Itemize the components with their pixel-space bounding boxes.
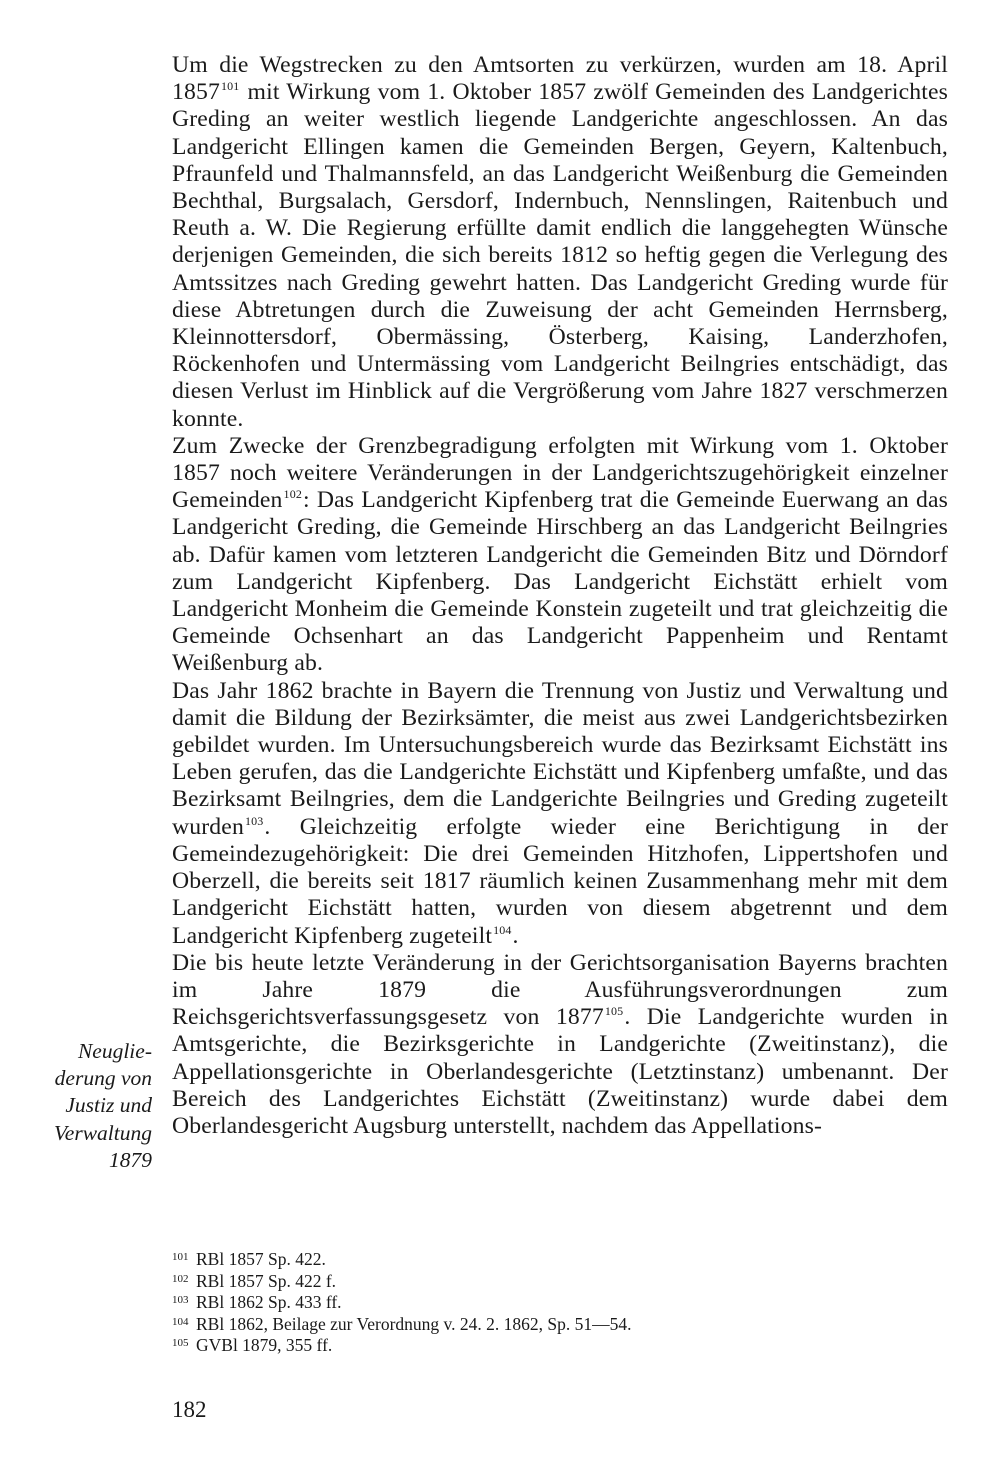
paragraph-text: . <box>512 922 519 949</box>
footnote <box>172 1248 872 1270</box>
footnote-number: 101 <box>172 1251 189 1263</box>
footnote-number: 104 <box>172 1315 189 1328</box>
marginal-note-line: Justiz und <box>65 1093 152 1118</box>
marginal-note-line: Verwaltung <box>54 1120 152 1145</box>
footnotes <box>172 1248 872 1356</box>
paragraph-text: Um die Wegstrecken zu den Amtsorten zu verkürzen, wurden am 18. April 1857 <box>172 52 948 106</box>
paragraph <box>172 678 948 950</box>
footnote <box>172 1334 872 1356</box>
footnote <box>172 1313 872 1335</box>
paragraph-text: . Die Landgerichte wurden in Amtsgerichte, die Bezirksgerichte in Landgerichte (Zweitinstanz), die Appellationsgerichte in Oberlandesgerichte (Letztinstanz) umbenannt. Der Bereich des Landgerichtes Eichstätt (Zweitinstanz) wurde dabei dem Oberlandesgericht Augsburg unterstellt, nachdem das Appellations- <box>172 1004 948 1139</box>
body-text <box>172 52 948 1140</box>
footnote-text: RBl 1857 Sp. 422 f. <box>196 1270 337 1291</box>
footnote-ref: 104 <box>493 922 512 937</box>
paragraph <box>172 52 948 433</box>
footnote-number: 102 <box>172 1272 189 1285</box>
footnote-number: 105 <box>172 1337 189 1349</box>
footnote-number: 103 <box>172 1294 189 1306</box>
paragraph <box>172 433 948 678</box>
footnote-text: RBl 1857 Sp. 422. <box>196 1249 326 1269</box>
paragraph-text: . Gleichzeitig erfolgte wieder eine Berichtigung in der Gemeindezugehörigkeit: Die drei Gemeinden Hitzhofen, Lippertshofen und Oberzell, die bereits seit 1817 räumlich keinen Zusammenhang mehr mit dem Landgericht Eichstätt hatten, wurden von diesem abgetrennt und dem Landgericht Kipfenberg zugeteilt <box>172 813 948 949</box>
footnote-text: GVBl 1879, 355 ff. <box>196 1335 333 1355</box>
page-number: 182 <box>172 1397 207 1422</box>
footnote-ref: 101 <box>220 79 240 94</box>
marginal-note-line: derung von <box>54 1066 152 1091</box>
paragraph-text: mit Wirkung vom 1. Oktober 1857 zwölf Gemeinden des Landgerichtes Greding an weiter westlich liegende Landgerichte angeschlossen. An das Landgericht Ellingen kamen die Gemeinden Bergen, Geyern, Kaltenbuch, Pfraunfeld und Thalmannsfeld, an das Landgericht Weißenburg die Gemeinden Bechthal, Burgsalach, Gersdorf, Indernbuch, Nennslingen, Raitenbuch und Reuth a. W. Die Regierung erfüllte damit endlich die langgehegten Wünsche derjenigen Gemeinden, die sich bereits 1812 so heftig gegen die Verlegung des Amtssitzes nach Greding gewehrt hatten. Das Landgericht Greding wurde für diese Abtretungen durch die Zuweisung der acht Gemeinden Herrnsberg, Kleinnottersdorf, Obermässing, Österberg, Kaising, Landerzhofen, Röckenhofen und Untermässing vom Landgericht Beilngries entschädigt, das diesen Verlust im Hinblick auf die Vergrößerung vom Jahre 1827 verschmerzen konnte. <box>172 79 948 432</box>
footnote-text: RBl 1862 Sp. 433 ff. <box>196 1292 342 1312</box>
footnote-ref: 103 <box>244 813 264 828</box>
paragraph-text: : Das Landgericht Kipfenberg trat die Gemeinde Euerwang an das Landgericht Greding, die Gemeinde Hirschberg an das Landgericht Beilngries ab. Dafür kamen vom letzteren Landgericht die Gemeinden Bitz und Dörndorf zum Landgericht Kipfenberg. Das Landgericht Eichstätt erhielt vom Landgericht Monheim die Gemeinde Konstein zugeteilt und trat gleichzeitig die Gemeinde Ochsenhart an das Landgericht Pappenheim und Rentamt Weißenburg ab. <box>172 487 948 677</box>
paragraph <box>172 950 948 1140</box>
marginal-note-line: Neuglie- <box>77 1039 152 1063</box>
footnote-text: RBl 1862, Beilage zur Verordnung v. 24. 2. 1862, Sp. 51—54. <box>196 1313 632 1334</box>
footnote-ref: 105 <box>604 1004 624 1019</box>
paragraph-text: Die bis heute letzte Veränderung in der Gerichtsorganisation Bayerns brachten im Jahre 1879 die Ausführungsverordnungen zum Reichsgerichtsverfassungsgesetz von 1877 <box>172 949 948 1031</box>
footnote <box>172 1270 872 1292</box>
footnote <box>172 1291 872 1313</box>
marginal-note-line: 1879 <box>109 1147 152 1172</box>
paragraph-text: Zum Zwecke der Grenzbegradigung erfolgten mit Wirkung vom 1. Oktober 1857 noch weitere Veränderungen in der Landgerichtszugehörigkeit einzelner Gemeinden <box>172 432 948 514</box>
paragraph-text: Das Jahr 1862 brachte in Bayern die Trennung von Justiz und Verwaltung und damit die Bildung der Bezirksämter, die meist aus zwei Landgerichtsbezirken gebildet wurden. Im Untersuchungsbereich wurde das Bezirksamt Eichstätt ins Leben gerufen, das die Landgerichte Eichstätt und Kipfenberg umfaßte, und das Bezirksamt Beilngries, dem die Landgerichte Beilngries und Greding zugeteilt wurden <box>172 677 948 840</box>
footnote-ref: 102 <box>283 487 302 502</box>
marginal-note <box>18 1038 152 1174</box>
